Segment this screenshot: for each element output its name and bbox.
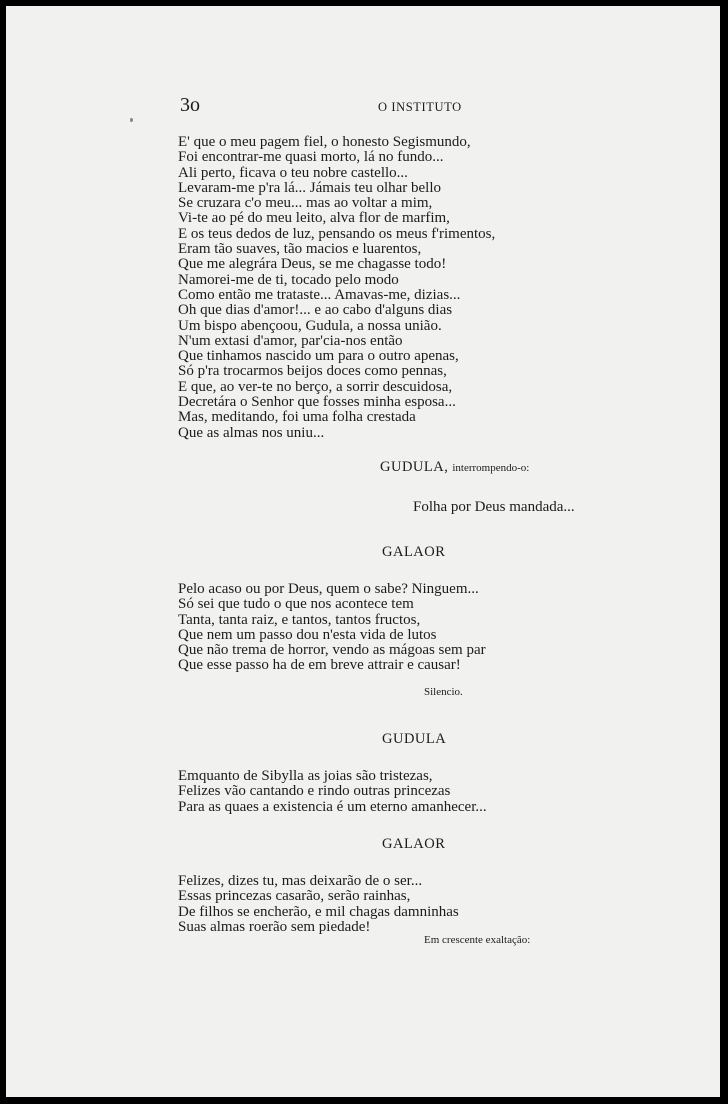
verse-line: Como então me trataste... Amavas-me, dizias... <box>178 286 461 303</box>
stage-direction: Em crescente exaltação: <box>424 934 531 946</box>
verse-line: Pelo acaso ou por Deus, quem o sabe? Ninguem... <box>178 581 479 597</box>
stanza-galaor-1 <box>178 582 486 674</box>
speaker-name: GUDULA, <box>380 459 449 475</box>
speaker-name: GALAOR <box>382 544 446 560</box>
verse-line: Eram tão suaves, tão macios e luarentos, <box>178 241 422 258</box>
verse-line: Tanta, tanta raiz, e tantos, tantos fructos, <box>178 611 421 628</box>
verse-line: Se cruzara c'o meu... mas ao voltar a mim, <box>178 195 433 212</box>
verse-line: Vi-te ao pé do meu leito, alva flor de marfim, <box>178 210 450 227</box>
speaker-name: GUDULA <box>382 731 447 747</box>
verse-line: Foi encontrar-me quasi morto, lá no fundo... <box>178 149 444 166</box>
stage-direction: interrompendo-o: <box>452 462 530 474</box>
verse-line: Suas almas roerão sem piedade! <box>178 918 371 935</box>
verse-line: Que esse passo ha de em breve attrair e causar! <box>178 657 461 674</box>
verse-line: Só p'ra trocarmos beijos doces como pennas, <box>178 363 447 380</box>
verse-line: Emquanto de Sibylla as joias são tristezas, <box>178 768 433 784</box>
verse-line: De filhos se encherão, e mil chagas damninhas <box>178 903 459 920</box>
verse-line: Folha por Deus mandada... <box>413 499 575 515</box>
ink-speck <box>130 118 133 122</box>
verse-line: E os teus dedos de luz, pensando os meus f'rimentos, <box>178 225 496 242</box>
verse-line: Que me alegrára Deus, se me chagasse todo! <box>178 256 447 273</box>
stanza-1 <box>178 135 495 441</box>
verse-line: Um bispo abençoou, Gudula, a nossa união. <box>178 317 442 334</box>
page-number: 3o <box>180 94 200 116</box>
speaker-name: GALAOR <box>382 836 446 852</box>
verse-line: Mas, meditando, foi uma folha crestada <box>178 409 416 426</box>
stage-direction: Silencio. <box>424 686 463 698</box>
verse-line: E que, ao ver-te no berço, a sorrir descuidosa, <box>178 378 453 395</box>
verse-line: Levaram-me p'ra lá... Jámais teu olhar bello <box>178 179 442 196</box>
verse-line: E' que o meu pagem fiel, o honesto Segismundo, <box>178 134 471 150</box>
verse-line: Felizes vão cantando e rindo outras princezas <box>178 783 451 800</box>
verse-line: Oh que dias d'amor!... e ao cabo d'alguns dias <box>178 302 453 319</box>
verse-line: Namorei-me de ti, tocado pelo modo <box>178 271 399 288</box>
verse-line: Decretára o Senhor que fosses minha esposa... <box>178 394 456 411</box>
verse-line: Que não trema de horror, vendo as mágoas sem par <box>178 642 486 659</box>
verse-line: Felizes, dizes tu, mas deixarão de o ser... <box>178 873 423 889</box>
verse-line: Que nem um passo dou n'esta vida de lutos <box>178 626 437 643</box>
verse-line: N'um extasi d'amor, par'cia-nos então <box>178 332 403 349</box>
stanza-galaor-2 <box>178 874 459 935</box>
verse-line: Que as almas nos uniu... <box>178 424 325 441</box>
verse-line: Para as quaes a existencia é um eterno amanhecer... <box>178 798 487 815</box>
verse-line: Essas princezas casarão, serão rainhas, <box>178 888 411 905</box>
speaker-heading-gudula-interrupt <box>380 458 529 476</box>
stanza-gudula-2 <box>178 769 487 815</box>
verse-line: Ali perto, ficava o teu nobre castello... <box>178 164 408 181</box>
verse-line: Só sei que tudo o que nos acontece tem <box>178 596 414 613</box>
book-page <box>6 6 720 1097</box>
verse-line: Que tinhamos nascido um para o outro apenas, <box>178 348 459 365</box>
running-title: O INSTITUTO <box>378 100 462 114</box>
